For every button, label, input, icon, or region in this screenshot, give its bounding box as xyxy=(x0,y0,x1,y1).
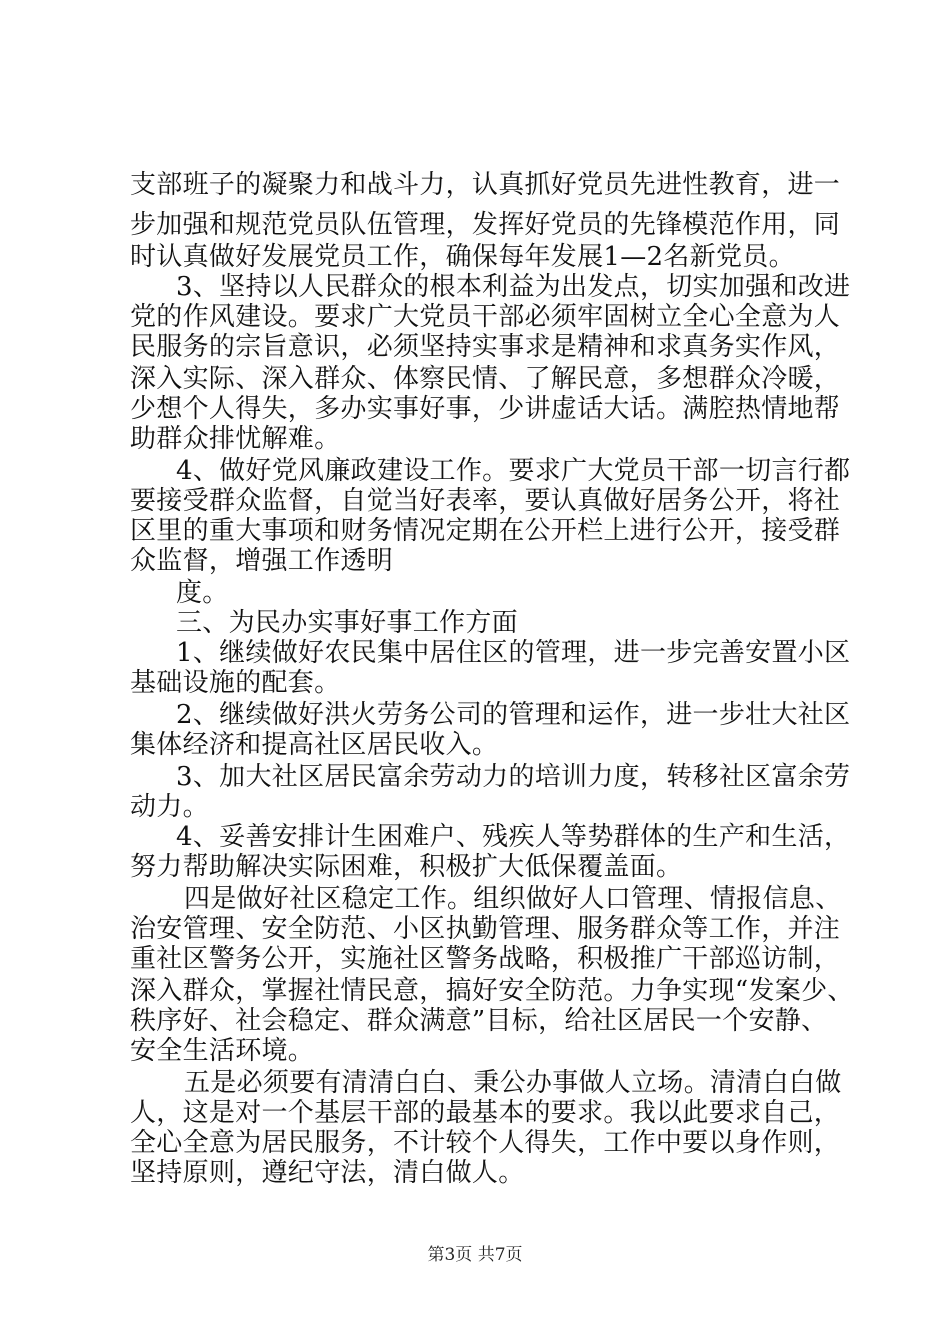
text-line: 全心全意为居民服务，不计较个人得失，工作中要以身作则， xyxy=(130,1128,841,1158)
text-line: 3、坚持以人民群众的根本利益为出发点，切实加强和改进 xyxy=(176,272,851,302)
text-line: 深入实际、深入群众、体察民情、了解民意，多想群众冷暖， xyxy=(130,364,841,394)
text-line: 支部班子的凝聚力和战斗力，认真抓好党员先进性教育，进一 xyxy=(130,170,841,200)
text-line: 动力。 xyxy=(130,792,209,822)
text-line: 1、继续做好农民集中居住区的管理，进一步完善安置小区 xyxy=(176,638,851,668)
text-line: 时认真做好发展党员工作，确保每年发展1—2名新党员。 xyxy=(130,242,795,272)
text-line: 步加强和规范党员队伍管理，发挥好党员的先锋模范作用，同 xyxy=(130,210,841,240)
text-line: 秩序好、社会稳定、群众满意”目标，给社区居民一个安静、 xyxy=(130,1006,828,1036)
text-line: 少想个人得失，多办实事好事，少讲虚话大话。满腔热情地帮 xyxy=(130,394,841,424)
section-heading: 三、为民办实事好事工作方面 xyxy=(176,608,518,638)
text-line: 党的作风建设。要求广大党员干部必须牢固树立全心全意为人 xyxy=(130,302,841,332)
text-line: 民服务的宗旨意识，必须坚持实事求是精神和求真务实作风， xyxy=(130,332,841,362)
text-line: 努力帮助解决实际困难，积极扩大低保覆盖面。 xyxy=(130,852,683,882)
text-line: 五是必须要有清清白白、秉公办事做人立场。清清白白做 xyxy=(184,1068,842,1098)
text-line: 四是做好社区稳定工作。组织做好人口管理、情报信息、 xyxy=(184,884,842,914)
page-number-footer: 第3页 共7页 xyxy=(427,1245,523,1265)
text-line: 集体经济和提高社区居民收入。 xyxy=(130,730,499,760)
text-line: 基础设施的配套。 xyxy=(130,668,341,698)
text-line: 4、妥善安排计生困难户、残疾人等势群体的生产和生活， xyxy=(176,822,851,852)
text-line: 坚持原则，遵纪守法，清白做人。 xyxy=(130,1158,525,1188)
text-line: 3、加大社区居民富余劳动力的培训力度，转移社区富余劳 xyxy=(176,762,851,792)
text-line: 要接受群众监督，自觉当好表率，要认真做好居务公开，将社 xyxy=(130,486,841,516)
text-line: 重社区警务公开，实施社区警务战略，积极推广干部巡访制， xyxy=(130,944,841,974)
text-line: 众监督，增强工作透明 xyxy=(130,546,394,576)
text-line: 深入群众，掌握社情民意，搞好安全防范。力争实现“发案少、 xyxy=(130,976,854,1006)
text-line: 治安管理、安全防范、小区执勤管理、服务群众等工作，并注 xyxy=(130,914,841,944)
text-line: 安全生活环境。 xyxy=(130,1036,315,1066)
text-line: 人，这是对一个基层干部的最基本的要求。我以此要求自己， xyxy=(130,1098,841,1128)
text-line: 4、做好党风廉政建设工作。要求广大党员干部一切言行都 xyxy=(176,456,851,486)
text-line: 助群众排忧解难。 xyxy=(130,424,341,454)
text-line: 度。 xyxy=(176,578,229,608)
text-line: 区里的重大事项和财务情况定期在公开栏上进行公开，接受群 xyxy=(130,516,841,546)
text-line: 2、继续做好洪火劳务公司的管理和运作，进一步壮大社区 xyxy=(176,700,851,730)
